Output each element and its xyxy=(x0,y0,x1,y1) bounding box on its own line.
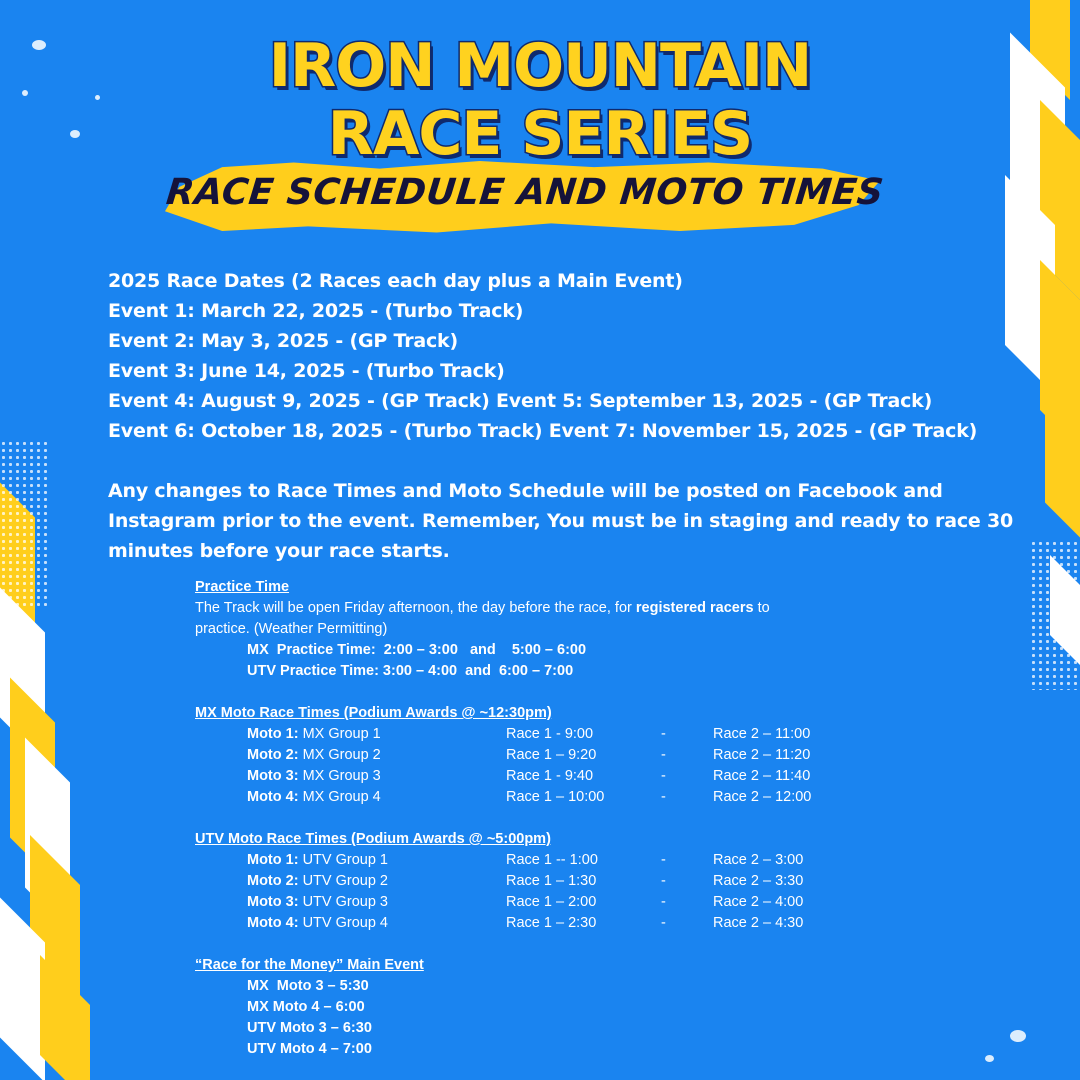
moto-label: Moto 3: xyxy=(247,768,299,784)
main-event-line: MX Moto 3 – 5:30 xyxy=(247,978,369,994)
main-event-line: UTV Moto 3 – 6:30 xyxy=(247,1020,372,1036)
main-event-line: MX Moto 4 – 6:00 xyxy=(247,999,365,1015)
main-event-title: “Race for the Money” Main Event xyxy=(195,957,424,973)
decor-halftone xyxy=(0,440,50,610)
main-event-line: UTV Moto 4 – 7:00 xyxy=(247,1041,372,1057)
poster-title-line-1: IRON MOUNTAIN xyxy=(268,31,812,101)
moto-label: Moto 2: xyxy=(247,747,299,763)
utv-moto-row xyxy=(195,892,895,913)
utv-moto-row xyxy=(195,913,895,934)
race-1-time: Race 1 – 1:30 xyxy=(506,873,597,889)
separator-dash: - xyxy=(661,852,666,868)
race-1-time: Race 1 – 9:20 xyxy=(506,747,597,763)
race-1-time: Race 1 - 9:00 xyxy=(506,726,594,742)
race-2-time: Race 2 – 4:00 xyxy=(713,894,804,910)
moto-schedule xyxy=(195,577,895,1060)
mx-moto-title: MX Moto Race Times (Podium Awards @ ~12:30pm) xyxy=(195,705,552,721)
moto-label: Moto 4: xyxy=(247,915,299,931)
mx-practice-time: MX Practice Time: 2:00 – 3:00 and 5:00 – 6:00 xyxy=(247,642,587,658)
race-2-time: Race 2 – 11:00 xyxy=(713,726,811,742)
race-1-time: Race 1 - 9:40 xyxy=(506,768,594,784)
mx-moto-row xyxy=(195,724,895,745)
moto-label: Moto 1: xyxy=(247,726,299,742)
race-1-time: Race 1 – 10:00 xyxy=(506,789,605,805)
moto-label: Moto 3: xyxy=(247,894,299,910)
practice-description-line-2: practice. (Weather Permitting) xyxy=(195,621,388,637)
separator-dash: - xyxy=(661,915,666,931)
separator-dash: - xyxy=(661,789,666,805)
moto-label: Moto 1: xyxy=(247,852,299,868)
decor-splatter xyxy=(1010,1030,1026,1042)
moto-group: UTV Group 3 xyxy=(302,894,388,910)
moto-group: UTV Group 1 xyxy=(302,852,388,868)
event-date-line: Event 1: March 22, 2025 - (Turbo Track) xyxy=(108,300,524,322)
mx-moto-row xyxy=(195,766,895,787)
decor-splatter xyxy=(985,1055,994,1062)
practice-text-after: to xyxy=(753,600,770,616)
separator-dash: - xyxy=(661,768,666,784)
race-2-time: Race 2 – 4:30 xyxy=(713,915,804,931)
moto-group: MX Group 2 xyxy=(302,747,381,763)
schedule-notice: Any changes to Race Times and Moto Schedule will be posted on Facebook and Instagram prior to the event. Remember, You must be in staging and ready to race 30 minutes before your race starts. xyxy=(108,480,1014,562)
moto-group: MX Group 3 xyxy=(302,768,381,784)
race-2-time: Race 2 – 11:20 xyxy=(713,747,811,763)
poster-title-line-2: RACE SERIES xyxy=(327,99,753,169)
race-1-time: Race 1 – 2:30 xyxy=(506,915,597,931)
separator-dash: - xyxy=(661,873,666,889)
utv-moto-title: UTV Moto Race Times (Podium Awards @ ~5:00pm) xyxy=(195,831,551,847)
race-1-time: Race 1 – 2:00 xyxy=(506,894,597,910)
event-date-line: Event 4: August 9, 2025 - (GP Track) Event 5: September 13, 2025 - (GP Track) xyxy=(108,390,933,412)
mx-moto-row xyxy=(195,745,895,766)
race-2-time: Race 2 – 12:00 xyxy=(713,789,812,805)
race-1-time: Race 1 -- 1:00 xyxy=(506,852,598,868)
poster-subtitle: RACE SCHEDULE AND MOTO TIMES xyxy=(164,172,886,213)
event-dates-header: 2025 Race Dates (2 Races each day plus a Main Event) xyxy=(108,270,683,292)
utv-practice-time: UTV Practice Time: 3:00 – 4:00 and 6:00 – 7:00 xyxy=(247,663,574,679)
utv-moto-row xyxy=(195,871,895,892)
practice-text-before: The Track will be open Friday afternoon, the day before the race, for xyxy=(195,600,636,616)
race-2-time: Race 2 – 3:30 xyxy=(713,873,804,889)
event-date-line: Event 6: October 18, 2025 - (Turbo Track) Event 7: November 15, 2025 - (GP Track) xyxy=(108,420,978,442)
practice-title: Practice Time xyxy=(195,579,290,595)
event-date-line: Event 3: June 14, 2025 - (Turbo Track) xyxy=(108,360,505,382)
separator-dash: - xyxy=(661,894,666,910)
moto-label: Moto 2: xyxy=(247,873,299,889)
practice-text-bold: registered racers xyxy=(635,600,754,616)
moto-group: UTV Group 4 xyxy=(302,915,388,931)
separator-dash: - xyxy=(661,726,666,742)
practice-description xyxy=(195,598,895,619)
event-date-line: Event 2: May 3, 2025 - (GP Track) xyxy=(108,330,458,352)
race-2-time: Race 2 – 3:00 xyxy=(713,852,804,868)
utv-moto-row xyxy=(195,850,895,871)
moto-group: UTV Group 2 xyxy=(302,873,388,889)
mx-moto-row xyxy=(195,787,895,808)
moto-group: MX Group 1 xyxy=(302,726,381,742)
moto-group: MX Group 4 xyxy=(302,789,381,805)
separator-dash: - xyxy=(661,747,666,763)
moto-label: Moto 4: xyxy=(247,789,299,805)
event-dates xyxy=(108,266,1068,446)
race-2-time: Race 2 – 11:40 xyxy=(713,768,811,784)
